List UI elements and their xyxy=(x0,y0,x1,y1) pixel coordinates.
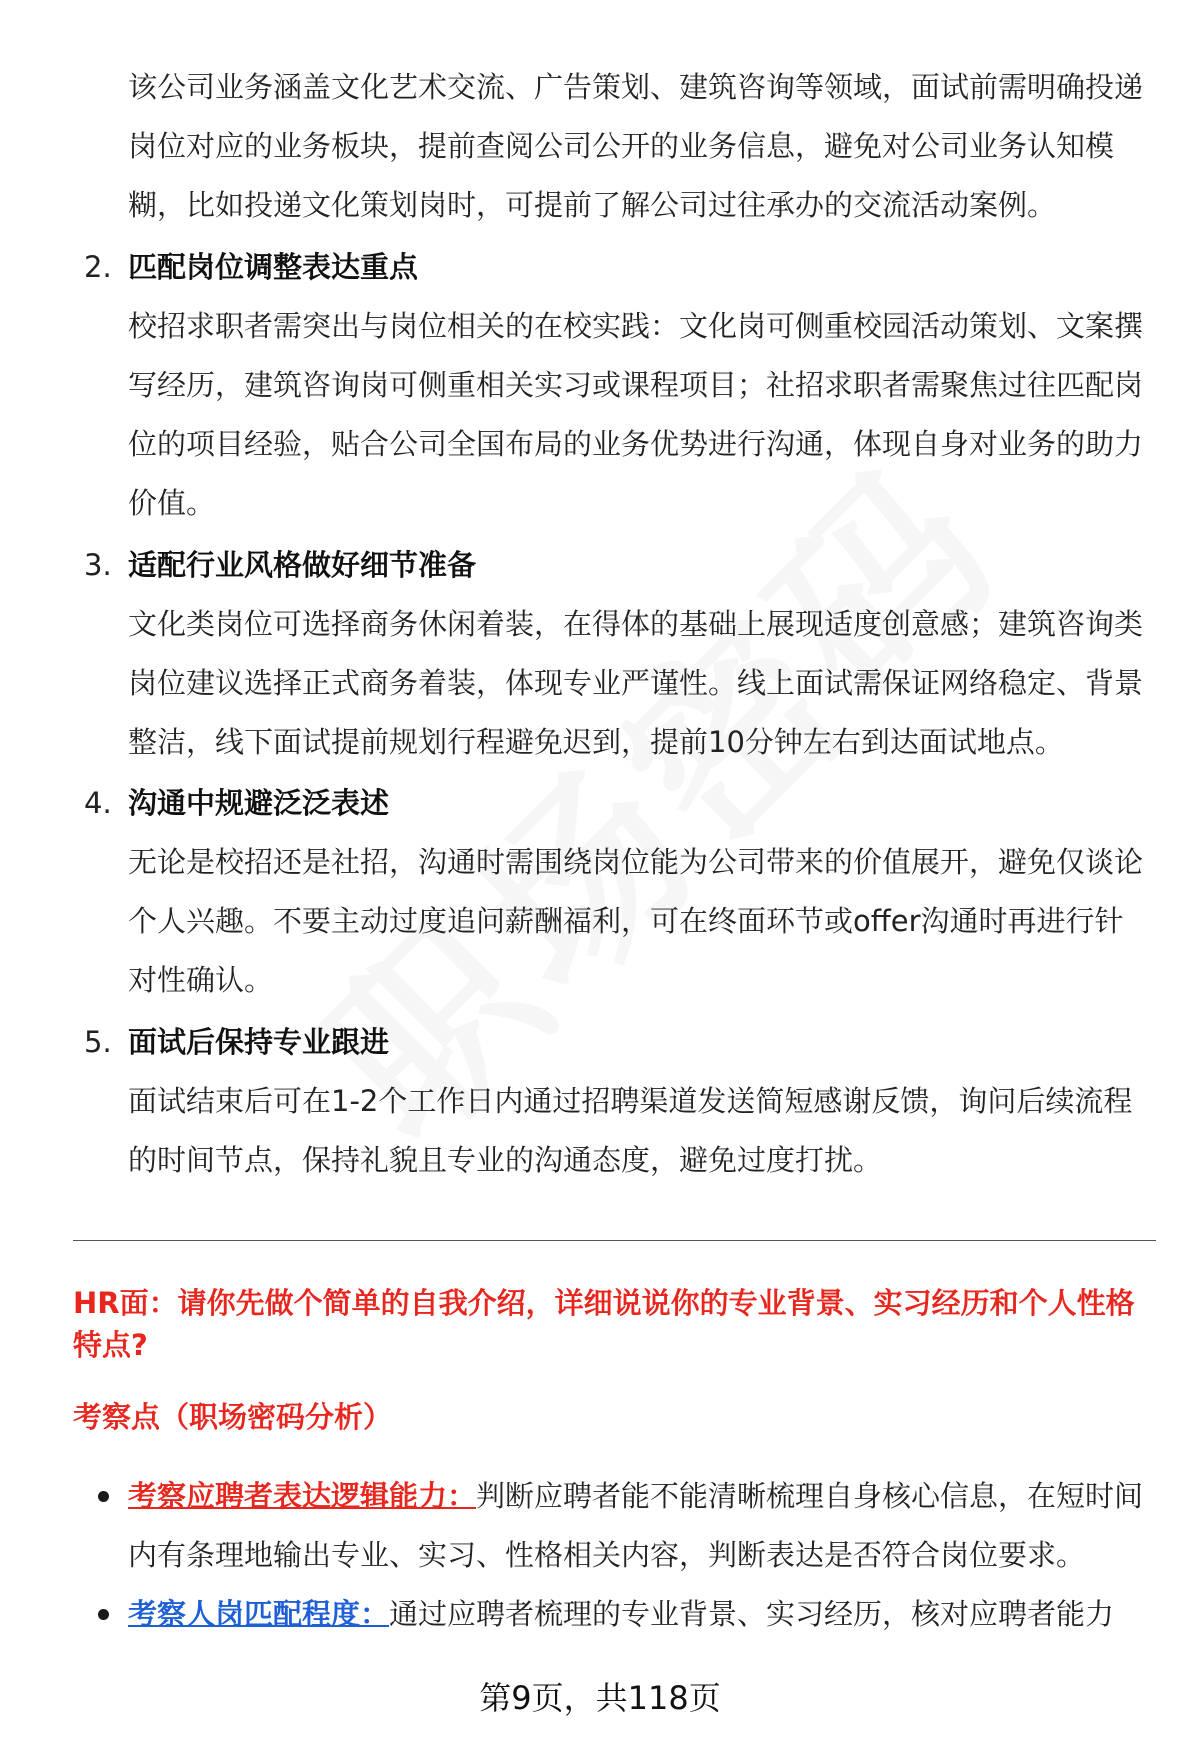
bullet-text: 判断应聘者能不能清晰梳理自身核心信息，在短时间内有条理地输出专业、实习、性格相关内容，判断表达是否符合岗位要求。 xyxy=(128,1479,1144,1572)
item-number: 4. xyxy=(84,786,112,820)
bullet-text: 通过应聘者梳理的专业背景、实习经历，核对应聘者能力 xyxy=(389,1597,1115,1631)
item-number: 3. xyxy=(84,548,112,582)
bullet-term[interactable]: 考察应聘者表达逻辑能力： xyxy=(128,1479,477,1513)
page-footer: 第9页，共118页 xyxy=(479,1679,721,1717)
item-title: 沟通中规避泛泛表述 xyxy=(128,786,390,820)
bullet-item xyxy=(128,1585,1148,1644)
item-number: 5. xyxy=(84,1025,112,1059)
item-title: 匹配岗位调整表达重点 xyxy=(128,250,419,284)
bullet-dot xyxy=(98,1491,109,1502)
item-title: 面试后保持专业跟进 xyxy=(128,1025,390,1059)
section-divider xyxy=(73,1240,1156,1241)
intro-paragraph: 该公司业务涵盖文化艺术交流、广告策划、建筑咨询等领域，面试前需明确投递岗位对应的业务板块，提前查阅公司公开的业务信息，避免对公司业务认知模糊，比如投递文化策划岗时，可提前了解公司过往承办的交流活动案例。 xyxy=(128,70,1144,222)
hr-question: HR面：请你先做个简单的自我介绍，详细说说你的专业背景、实习经历和个人性格特点? xyxy=(73,1286,1135,1362)
section-label: 考察点（职场密码分析） xyxy=(73,1400,393,1434)
item-number: 2. xyxy=(84,250,112,284)
item-body: 校招求职者需突出与岗位相关的在校实践：文化岗可侧重校园活动策划、文案撰写经历，建筑咨询岗可侧重相关实习或课程项目；社招求职者需聚焦过往匹配岗位的项目经验，贴合公司全国布局的业务优势进行沟通，体现自身对业务的助力价值。 xyxy=(128,309,1144,520)
item-body: 面试结束后可在1-2个工作日内通过招聘渠道发送简短感谢反馈，询问后续流程的时间节点，保持礼貌且专业的沟通态度，避免过度打扰。 xyxy=(128,1084,1133,1177)
bullet-term[interactable]: 考察人岗匹配程度： xyxy=(128,1597,390,1631)
item-title: 适配行业风格做好细节准备 xyxy=(128,548,477,582)
bullet-dot xyxy=(98,1609,109,1620)
item-body: 无论是校招还是社招，沟通时需围绕岗位能为公司带来的价值展开，避免仅谈论个人兴趣。不要主动过度追问薪酬福利，可在终面环节或offer沟通时再进行针对性确认。 xyxy=(128,845,1144,997)
bullet-item xyxy=(128,1467,1148,1585)
item-body: 文化类岗位可选择商务休闲着装，在得体的基础上展现适度创意感；建筑咨询类岗位建议选择正式商务着装，体现专业严谨性。线上面试需保证网络稳定、背景整洁，线下面试提前规划行程避免迟到，提前10分钟左右到达面试地点。 xyxy=(128,607,1144,759)
